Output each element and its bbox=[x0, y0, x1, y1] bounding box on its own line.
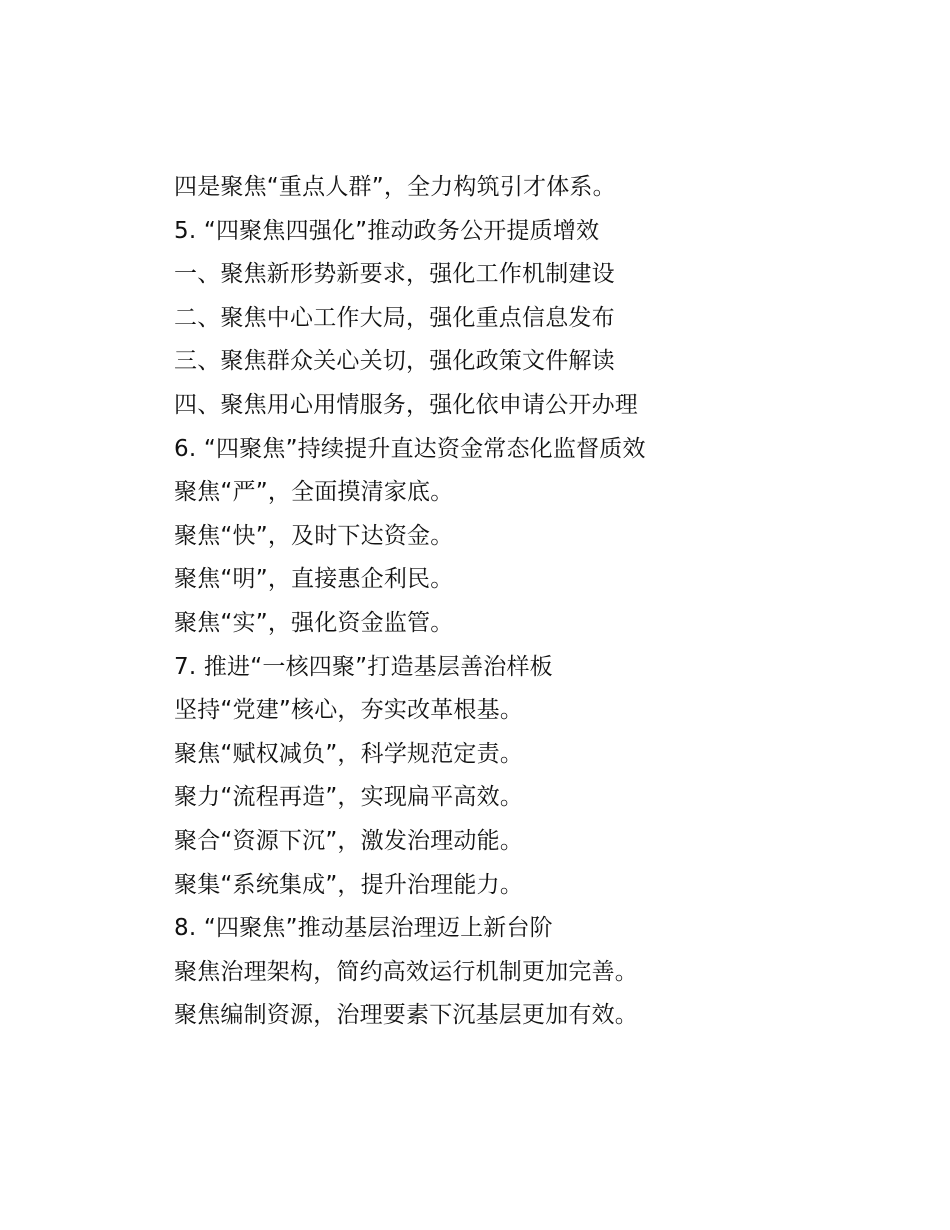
text-line: 聚力“流程再造”，实现扁平高效。 bbox=[174, 784, 524, 811]
text-line: 聚焦“赋权减负”，科学规范定责。 bbox=[174, 740, 524, 767]
text-line: 聚焦“快”，及时下达资金。 bbox=[174, 522, 454, 549]
text-line: 二、聚焦中心工作大局，强化重点信息发布 bbox=[174, 304, 615, 331]
text-line: 聚焦“严”，全面摸清家底。 bbox=[174, 479, 454, 506]
section-heading: 6. “四聚焦”持续提升直达资金常态化监督质效 bbox=[174, 435, 646, 462]
text-line: 四、聚焦用心用情服务，强化依申请公开办理 bbox=[174, 391, 638, 418]
section-heading: 7. 推进“一核四聚”打造基层善治样板 bbox=[174, 653, 553, 680]
text-line: 聚焦治理架构，简约高效运行机制更加完善。 bbox=[174, 958, 638, 985]
text-line: 聚合“资源下沉”，激发治理动能。 bbox=[174, 827, 524, 854]
text-line: 聚焦“实”，强化资金监管。 bbox=[174, 609, 454, 636]
section-heading: 8. “四聚焦”推动基层治理迈上新台阶 bbox=[174, 915, 553, 942]
text-line: 聚焦“明”，直接惠企利民。 bbox=[174, 566, 454, 593]
text-line: 一、聚焦新形势新要求，强化工作机制建设 bbox=[174, 261, 615, 288]
text-line: 聚焦编制资源，治理要素下沉基层更加有效。 bbox=[174, 1002, 638, 1029]
text-line: 四是聚焦“重点人群”，全力构筑引才体系。 bbox=[174, 174, 616, 200]
document-body bbox=[174, 166, 874, 1038]
section-heading: 5. “四聚焦四强化”推动政务公开提质增效 bbox=[174, 217, 600, 244]
text-line: 坚持“党建”核心，夯实改革根基。 bbox=[174, 697, 524, 724]
text-line: 三、聚焦群众关心关切，强化政策文件解读 bbox=[174, 348, 615, 375]
text-line: 聚集“系统集成”，提升治理能力。 bbox=[174, 871, 524, 898]
